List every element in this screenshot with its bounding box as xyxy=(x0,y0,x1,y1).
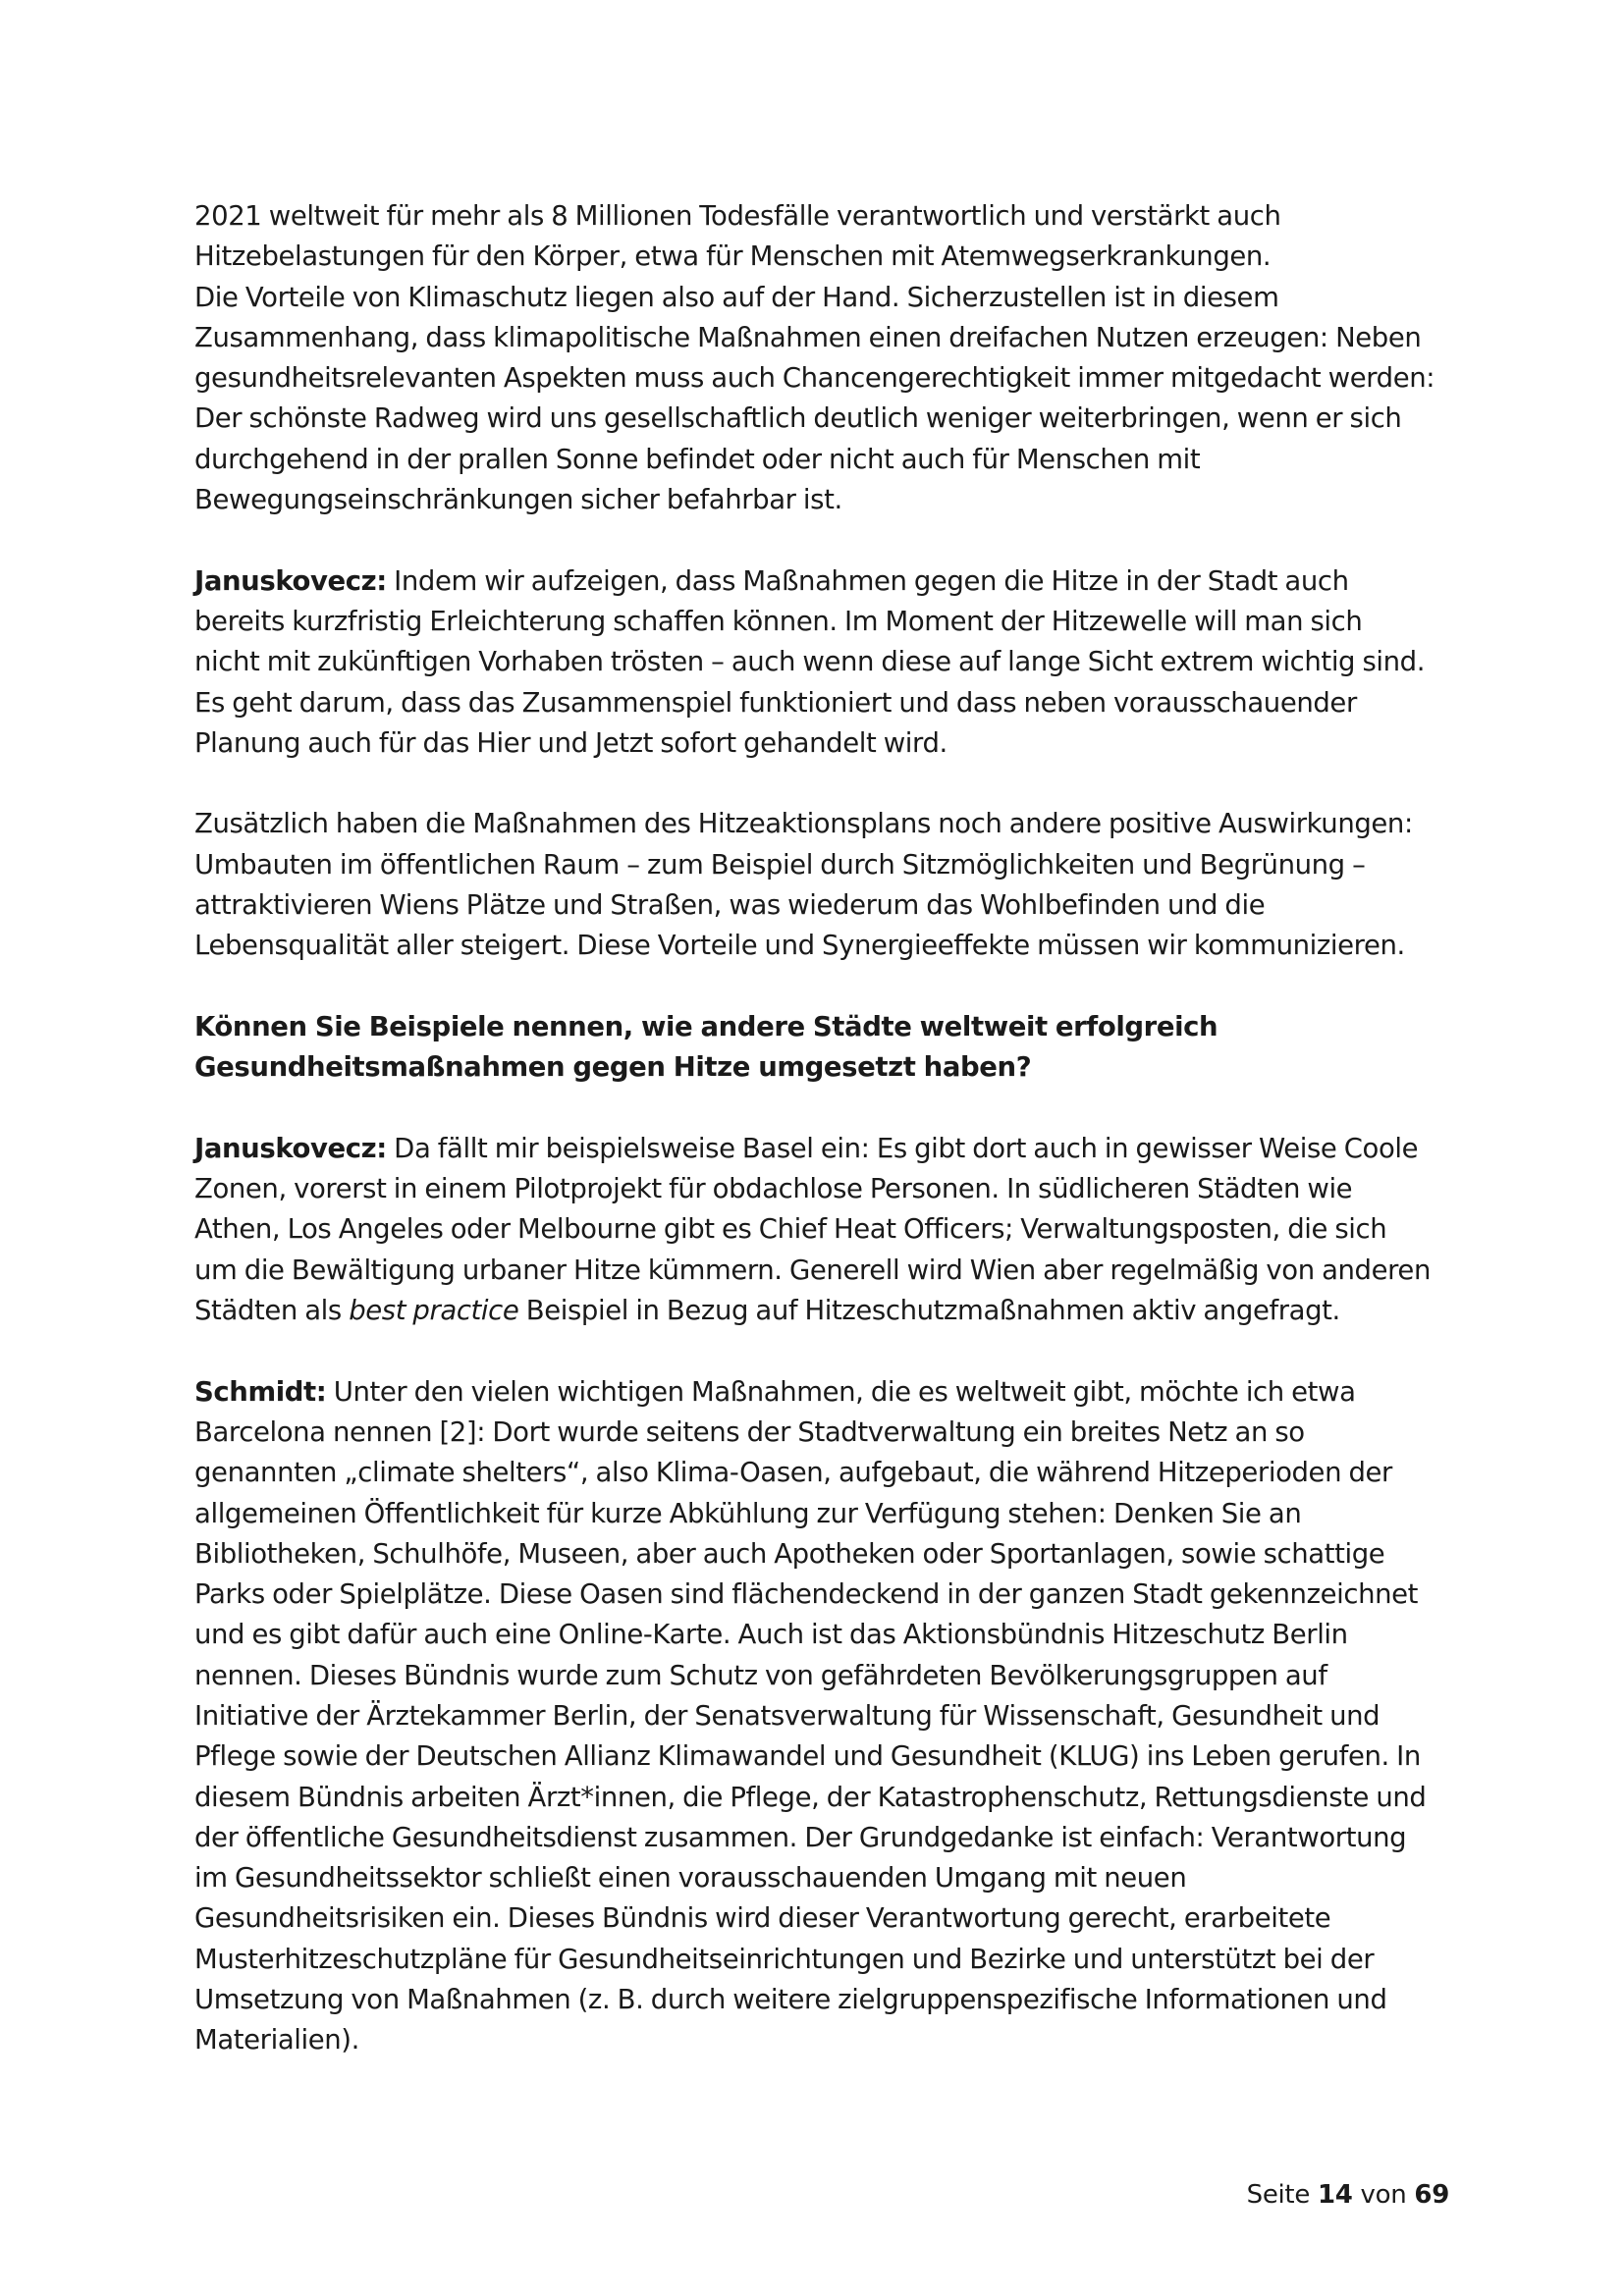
text-line: Lebensqualität aller steigert. Diese Vorteile und Synergieeffekte müssen wir kommunizieren. xyxy=(194,930,1405,962)
text-line: im Gesundheitssektor schließt einen vorausschauenden Umgang mit neuen xyxy=(194,1862,1187,1895)
text-line xyxy=(194,1291,1449,1331)
emphasis-text: best practice xyxy=(349,1295,519,1327)
question-line: Gesundheitsmaßnahmen gegen Hitze umgesetzt haben? xyxy=(194,1051,1032,1084)
text-line: gesundheitsrelevanten Aspekten muss auch Chancengerechtigkeit immer mitgedacht werden: xyxy=(194,362,1435,395)
page-separator: von xyxy=(1352,2180,1415,2210)
text-line: Barcelona nennen [2]: Dort wurde seitens der Stadtverwaltung ein breites Netz an so xyxy=(194,1415,1305,1448)
text-line: Pflege sowie der Deutschen Allianz Klimawandel und Gesundheit (KLUG) ins Leben gerufen. In xyxy=(194,1740,1421,1773)
text-line: attraktivieren Wiens Plätze und Straßen, was wiederum das Wohlbefinden und die xyxy=(194,889,1266,922)
speech-text: Beispiel in Bezug auf Hitzeschutzmaßnahmen aktiv angefragt. xyxy=(518,1295,1340,1327)
text-line: Materialien). xyxy=(194,2024,359,2056)
text-line: durchgehend in der prallen Sonne befindet oder nicht auch für Menschen mit xyxy=(194,443,1201,475)
speech-text: Unter den vielen wichtigen Maßnahmen, die es weltweit gibt, möchte ich etwa xyxy=(326,1375,1356,1408)
paragraph-schmidt-answer xyxy=(194,1372,1449,2061)
text-line: Der schönste Radweg wird uns gesellschaftlich deutlich weniger weiterbringen, wenn er sich xyxy=(194,402,1402,435)
paragraph-januskovecz-answer-2 xyxy=(194,1129,1449,1331)
text-line xyxy=(194,1372,1449,1413)
text-line: Zusätzlich haben die Maßnahmen des Hitzeaktionsplans noch andere positive Auswirkungen: xyxy=(194,808,1413,840)
speaker-name: Januskovecz: xyxy=(194,564,387,597)
speech-text: Da fällt mir beispielsweise Basel ein: Es gibt dort auch in gewisser Weise Coole xyxy=(386,1132,1419,1164)
text-line: Athen, Los Angeles oder Melbourne gibt es Chief Heat Officers; Verwaltungsposten, die sich xyxy=(194,1213,1387,1246)
page-number-footer xyxy=(1080,2175,1449,2215)
text-line: bereits kurzfristig Erleichterung schaffen können. Im Moment der Hitzewelle will man sich xyxy=(194,605,1363,637)
text-line xyxy=(194,1129,1449,1169)
speaker-name: Schmidt: xyxy=(194,1375,327,1408)
text-line: diesem Bündnis arbeiten Ärzt*innen, die Pflege, der Katastrophenschutz, Rettungsdienste und xyxy=(194,1781,1427,1813)
paragraph-climate-benefits xyxy=(194,196,1449,520)
text-line: Umsetzung von Maßnahmen (z. B. durch weitere zielgruppenspezifische Informationen und xyxy=(194,1984,1387,2016)
text-line: Umbauten im öffentlichen Raum – zum Beispiel durch Sitzmöglichkeiten und Begrünung – xyxy=(194,848,1366,881)
interview-question xyxy=(194,1007,1449,1089)
text-line: Parks oder Spielplätze. Diese Oasen sind flächendeckend in der ganzen Stadt gekennzeichnet xyxy=(194,1578,1419,1611)
question-line: Können Sie Beispiele nennen, wie andere Städte weltweit erfolgreich xyxy=(194,1010,1218,1042)
text-line xyxy=(194,561,1449,602)
text-line: Die Vorteile von Klimaschutz liegen also auf der Hand. Sicherzustellen ist in diesem xyxy=(194,281,1279,313)
total-page-number: 69 xyxy=(1414,2180,1449,2210)
text-line: der öffentliche Gesundheitsdienst zusammen. Der Grundgedanke ist einfach: Verantwortung xyxy=(194,1821,1407,1853)
document-body xyxy=(194,196,1449,2061)
page-label: Seite xyxy=(1246,2180,1318,2210)
current-page-number: 14 xyxy=(1318,2180,1353,2210)
text-line: Planung auch für das Hier und Jetzt sofort gehandelt wird. xyxy=(194,726,947,759)
text-line: genannten „climate shelters“, also Klima-Oasen, aufgebaut, die während Hitzeperioden der xyxy=(194,1457,1392,1489)
text-line: Zusammenhang, dass klimapolitische Maßnahmen einen dreifachen Nutzen erzeugen: Neben xyxy=(194,321,1422,353)
paragraph-januskovecz-answer-1 xyxy=(194,561,1449,764)
speech-text: Städten als xyxy=(194,1295,350,1327)
text-line: Es geht darum, dass das Zusammenspiel funktioniert und dass neben vorausschauender xyxy=(194,686,1357,719)
text-line: und es gibt dafür auch eine Online-Karte. Auch ist das Aktionsbündnis Hitzeschutz Berlin xyxy=(194,1619,1348,1651)
text-line: allgemeinen Öffentlichkeit für kurze Abkühlung zur Verfügung stehen: Denken Sie an xyxy=(194,1497,1302,1529)
text-line: Initiative der Ärztekammer Berlin, der Senatsverwaltung für Wissenschaft, Gesundheit und xyxy=(194,1699,1380,1732)
text-line: um die Bewältigung urbaner Hitze kümmern. Generell wird Wien aber regelmäßig von anderen xyxy=(194,1254,1431,1286)
text-line: Hitzebelastungen für den Körper, etwa für Menschen mit Atemwegserkrankungen. xyxy=(194,240,1272,273)
text-line: Bewegungseinschränkungen sicher befahrbar ist. xyxy=(194,484,842,516)
text-line: Zonen, vorerst in einem Pilotprojekt für obdachlose Personen. In südlicheren Städten wie xyxy=(194,1173,1353,1205)
paragraph-additional-effects xyxy=(194,804,1449,966)
text-line: 2021 weltweit für mehr als 8 Millionen Todesfälle verantwortlich und verstärkt auch xyxy=(194,200,1281,232)
text-line: nicht mit zukünftigen Vorhaben trösten – auch wenn diese auf lange Sicht extrem wichtig sind. xyxy=(194,646,1426,678)
text-line: Musterhitzeschutzpläne für Gesundheitseinrichtungen und Bezirke und unterstützt bei der xyxy=(194,1943,1375,1975)
text-line: nennen. Dieses Bündnis wurde zum Schutz von gefährdeten Bevölkerungsgruppen auf xyxy=(194,1659,1327,1691)
speaker-name: Januskovecz: xyxy=(194,1132,387,1164)
text-line: Gesundheitsrisiken ein. Dieses Bündnis wird dieser Verantwortung gerecht, erarbeitete xyxy=(194,1902,1331,1935)
speech-text: Indem wir aufzeigen, dass Maßnahmen gegen die Hitze in der Stadt auch xyxy=(386,564,1349,597)
text-line: Bibliotheken, Schulhöfe, Museen, aber auch Apotheken oder Sportanlagen, sowie schattige xyxy=(194,1537,1385,1570)
